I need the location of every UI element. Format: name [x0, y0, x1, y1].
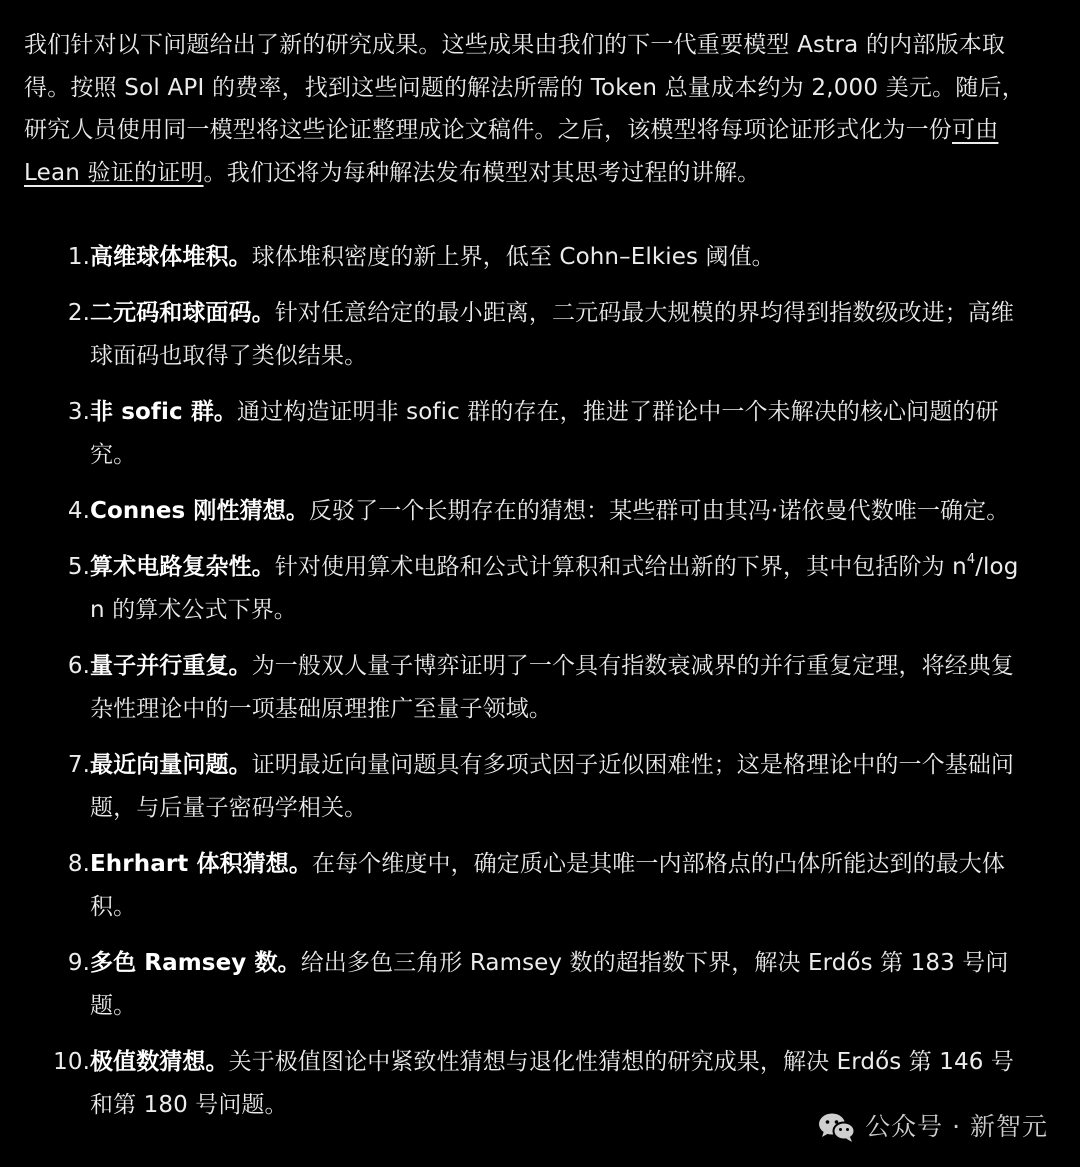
- item-body: [90, 490, 1046, 533]
- item-title: Ehrhart 体积猜想。: [90, 851, 312, 877]
- item-title: 非 sofic 群。: [90, 399, 238, 425]
- exponent: 4: [966, 552, 976, 567]
- item-title: 极值数猜想。: [90, 1049, 229, 1075]
- list-item: [24, 546, 1046, 632]
- list-item: [24, 490, 1046, 533]
- item-number: 5.: [67, 554, 90, 580]
- item-title: 最近向量问题。: [90, 752, 252, 778]
- item-number: 10.: [53, 1049, 90, 1075]
- item-title: 算术电路复杂性。: [90, 554, 275, 580]
- item-body: [90, 744, 1046, 830]
- item-text: 证明最近向量问题具有多项式因子近似困难性；这是格理论中的一个基础问题，与后量子密码学相关。: [90, 752, 1015, 821]
- list-item: [24, 843, 1046, 929]
- item-body: [90, 391, 1046, 477]
- item-text: 通过构造证明非 sofic 群的存在，推进了群论中一个未解决的核心问题的研究。: [90, 399, 999, 468]
- item-number: 1.: [67, 244, 90, 270]
- item-body: [90, 843, 1046, 929]
- item-body: [90, 942, 1046, 1028]
- item-text: 针对使用算术电路和公式计算积和式给出新的下界，其中包括阶为 n: [274, 554, 967, 580]
- item-title: 多色 Ramsey 数。: [90, 950, 301, 976]
- list-item: [24, 942, 1046, 1028]
- list-item: [24, 292, 1046, 378]
- item-title: 二元码和球面码。: [90, 300, 275, 326]
- item-number: 3.: [67, 399, 90, 425]
- watermark-text: 公众号 · 新智元: [865, 1112, 1048, 1141]
- item-body: [90, 292, 1046, 378]
- item-number: 9.: [67, 950, 90, 976]
- item-text: 反驳了一个长期存在的猜想：某些群可由其冯·诺依曼代数唯一确定。: [308, 498, 1010, 524]
- item-number: 7.: [67, 752, 90, 778]
- item-text: 关于极值图论中紧致性猜想与退化性猜想的研究成果，解决 Erdős 第 146 号和第 180 号问题。: [90, 1049, 1014, 1118]
- item-text: 针对任意给定的最小距离，二元码最大规模的界均得到指数级改进；高维球面码也取得了类似结果。: [90, 300, 1015, 369]
- list-item: [24, 236, 1046, 279]
- intro-paragraph: [24, 24, 1046, 194]
- item-text: 在每个维度中，确定质心是其唯一内部格点的凸体所能达到的最大体积。: [90, 851, 1005, 920]
- item-text: 为一般双人量子博弈证明了一个具有指数衰减界的并行重复定理，将经典复杂性理论中的一项基础原理推广至量子领域。: [90, 653, 1015, 722]
- intro-text-end: 。我们还将为每种解法发布模型对其思考过程的讲解。: [203, 159, 761, 186]
- results-list: [24, 236, 1046, 1127]
- item-number: 8.: [67, 851, 90, 877]
- item-body: [90, 645, 1046, 731]
- wechat-icon: [817, 1111, 857, 1143]
- item-number: 4.: [67, 498, 90, 524]
- item-text-end: /log n 的算术公式下界。: [90, 554, 1019, 623]
- item-number: 6.: [67, 653, 90, 679]
- item-title: Connes 刚性猜想。: [90, 498, 309, 524]
- item-title: 高维球体堆积。: [90, 244, 252, 270]
- item-title: 量子并行重复。: [90, 653, 252, 679]
- item-text: 给出多色三角形 Ramsey 数的超指数下界，解决 Erdős 第 183 号问题。: [90, 950, 1009, 1019]
- item-text: 球体堆积密度的新上界，低至 Cohn–Elkies 阈值。: [251, 244, 775, 270]
- list-item: [24, 645, 1046, 731]
- lean-proof-link[interactable]: 可由 Lean 验证的证明: [24, 117, 999, 186]
- item-body: [90, 546, 1046, 632]
- list-item: [24, 391, 1046, 477]
- watermark: [817, 1111, 1048, 1143]
- item-body: [90, 236, 1046, 279]
- list-item: [24, 744, 1046, 830]
- item-number: 2.: [67, 300, 90, 326]
- intro-text: 我们针对以下问题给出了新的研究成果。这些成果由我们的下一代重要模型 Astra 的内部版本取得。按照 Sol API 的费率，找到这些问题的解法所需的 Token 总量成本约为 2,000 美元。随后，研究人员使用同一模型将这些论证整理成论文稿件。之后，该模型将每项论证形式化为一份: [24, 32, 1025, 143]
